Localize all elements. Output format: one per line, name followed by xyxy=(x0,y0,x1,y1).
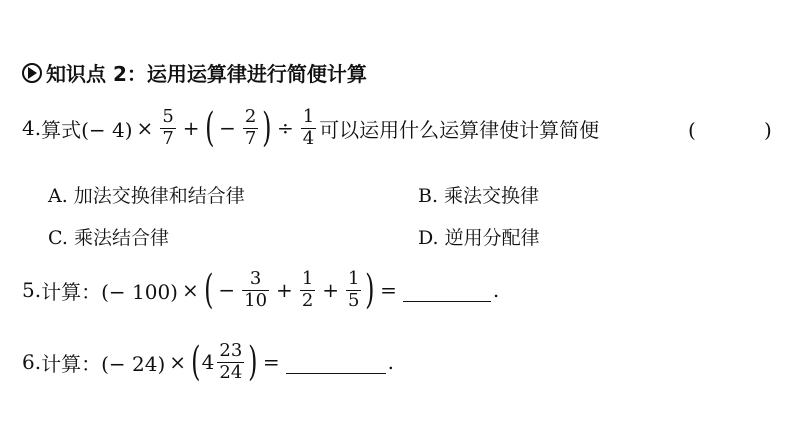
left-paren: ( xyxy=(191,339,201,386)
option-a: A. 加法交换律和结合律 xyxy=(48,185,245,207)
option-d: D. 逆用分配律 xyxy=(418,227,540,249)
fraction-1-4 xyxy=(301,108,316,149)
equals-sign: = xyxy=(262,350,280,375)
period: . xyxy=(492,278,500,303)
section-heading xyxy=(22,58,367,87)
question-6-number: 6. xyxy=(22,350,42,375)
left-paren: ( xyxy=(204,105,215,152)
question-4-number: 4. xyxy=(22,116,42,141)
right-paren: ) xyxy=(248,339,258,386)
times-sign: × xyxy=(169,350,187,375)
option-b: B. 乘法交换律 xyxy=(418,185,540,207)
plus-sign: + xyxy=(182,116,200,141)
fraction-5-7 xyxy=(160,108,175,149)
right-paren: ) xyxy=(262,105,272,152)
plus-sign: + xyxy=(276,278,293,303)
question-5-number: 5. xyxy=(22,278,42,303)
plus-sign: + xyxy=(322,278,340,303)
question-5-prefix: 计算：(− 100) xyxy=(41,279,178,304)
fraction-denominator: 7 xyxy=(162,127,174,149)
fraction-numerator: 1 xyxy=(301,268,314,289)
answer-blank[interactable] xyxy=(286,351,386,374)
answer-paren-open: ( xyxy=(688,118,696,142)
minus-sign: − xyxy=(219,116,236,141)
option-c: C. 乘法结合律 xyxy=(48,227,169,249)
fraction-denominator: 7 xyxy=(244,127,257,149)
fraction-23-24 xyxy=(217,342,244,383)
question-4-suffix: 可以运用什么运算律使计算简便 xyxy=(319,117,600,142)
mixed-number-whole: 4 xyxy=(201,350,215,375)
period: . xyxy=(387,350,395,375)
fraction-3-10 xyxy=(242,270,269,311)
minus-sign: − xyxy=(218,278,236,303)
fraction-numerator: 23 xyxy=(219,340,243,361)
fraction-numerator: 2 xyxy=(244,106,257,127)
equals-sign: = xyxy=(380,278,397,303)
question-6-prefix: 计算：(− 24) xyxy=(41,351,166,376)
answer-blank[interactable] xyxy=(403,279,491,302)
fraction-denominator: 24 xyxy=(219,361,243,383)
times-sign: × xyxy=(182,278,199,303)
fraction-denominator: 5 xyxy=(348,289,360,311)
left-paren: ( xyxy=(203,267,214,314)
play-icon xyxy=(22,63,42,83)
answer-paren-close: ) xyxy=(764,118,772,142)
fraction-numerator: 1 xyxy=(348,268,360,289)
fraction-denominator: 10 xyxy=(244,289,268,311)
question-4 xyxy=(22,105,600,152)
right-paren: ) xyxy=(365,267,375,314)
fraction-numerator: 3 xyxy=(249,268,262,289)
fraction-denominator: 4 xyxy=(302,127,315,149)
question-4-prefix: 算式(− 4) xyxy=(41,117,133,142)
fraction-numerator: 5 xyxy=(162,106,174,127)
times-sign: × xyxy=(136,116,154,141)
divide-sign: ÷ xyxy=(276,116,294,141)
fraction-1-2 xyxy=(300,270,315,311)
section-heading-text: 知识点 2：运用运算律进行简便计算 xyxy=(46,62,367,86)
question-6 xyxy=(22,339,395,386)
fraction-1-5 xyxy=(346,270,361,311)
fraction-denominator: 2 xyxy=(301,289,314,311)
fraction-2-7 xyxy=(243,108,258,149)
question-5 xyxy=(22,267,500,314)
fraction-numerator: 1 xyxy=(302,106,315,127)
